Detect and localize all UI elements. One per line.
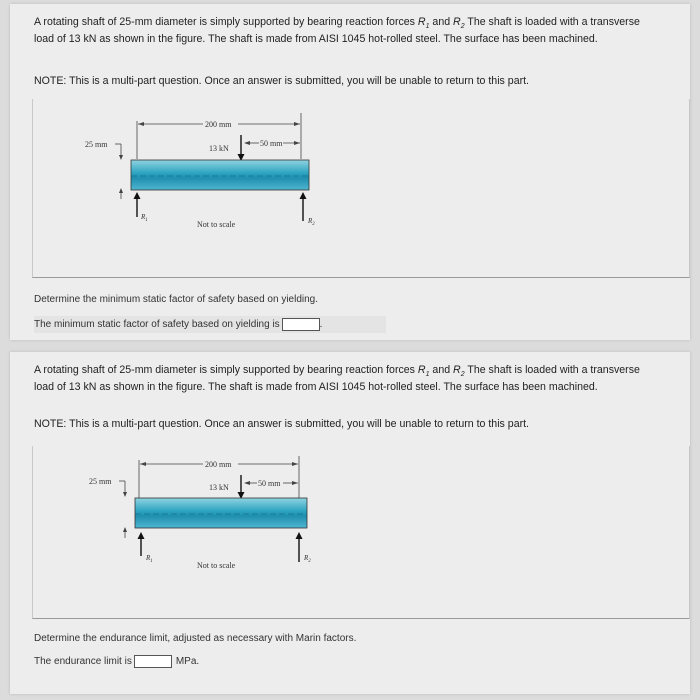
- dim-arrowhead: [244, 481, 250, 485]
- answer-label: The endurance limit is: [34, 656, 132, 667]
- and-text: and: [429, 364, 454, 376]
- not-to-scale-label: Not to scale: [197, 561, 236, 570]
- multi-part-note: NOTE: This is a multi-part question. Once an answer is submitted, you will be unable to return to this part.: [34, 418, 529, 430]
- r2-symbol: R: [453, 16, 461, 28]
- dim-arrowhead: [292, 462, 298, 466]
- problem-text-continued: The shaft is loaded with a transverse load of 13 kN as shown in the figure. The shaft is made from AISI 1045 hot-rolled steel. The surface has been machined.: [34, 16, 640, 46]
- safety-factor-input[interactable]: [282, 318, 320, 331]
- r2-subscript: 2: [460, 23, 465, 31]
- r2-arrowhead: [296, 532, 303, 539]
- dim-arrowhead: [292, 481, 298, 485]
- r1-arrowhead: [138, 532, 145, 539]
- shaft-figure: [33, 99, 689, 277]
- problem-statement: [34, 16, 649, 46]
- question-text: Determine the endurance limit, adjusted as necessary with Marin factors.: [34, 633, 357, 644]
- shaft-figure: [33, 446, 689, 618]
- r1-symbol: R: [417, 364, 426, 376]
- r1-subscript: 1: [425, 23, 430, 31]
- dim-arrowhead: [119, 188, 123, 193]
- diameter-label: 25 mm: [85, 140, 108, 149]
- dim-arrowhead: [294, 122, 300, 126]
- r1-arrowhead: [134, 192, 141, 199]
- answer-suffix: .: [319, 319, 323, 330]
- dim-arrowhead: [138, 122, 144, 126]
- diameter-label: 25 mm: [89, 477, 112, 486]
- r2-subscript: 2: [460, 371, 465, 379]
- r1-symbol: R: [417, 16, 426, 28]
- r1-label: $R_1$: [146, 554, 153, 564]
- answer-unit: MPa.: [175, 656, 200, 667]
- question-text: Determine the minimum static factor of safety based on yielding.: [34, 294, 319, 305]
- r2-arrowhead: [300, 192, 307, 199]
- problem-text-continued: The shaft is loaded with a transverse load of 13 kN as shown in the figure. The shaft is made from AISI 1045 hot-rolled steel. The surface has been machined.: [34, 364, 640, 394]
- dim-50-label: 50 mm: [258, 479, 281, 488]
- shaft-body: [131, 160, 309, 190]
- dim-50-label: 50 mm: [260, 139, 283, 148]
- r1-subscript: 1: [425, 371, 430, 379]
- and-text: and: [429, 16, 454, 28]
- shaft-body: [135, 498, 307, 528]
- r2-label: $R_2$: [304, 554, 311, 564]
- answer-row: [34, 316, 386, 333]
- problem-text: A rotating shaft of 25-mm diameter is simply supported by bearing reaction forces: [34, 364, 418, 376]
- figure-area: [32, 99, 690, 278]
- r1-label: $R_1$: [141, 213, 148, 223]
- dim-arrowhead: [140, 462, 146, 466]
- dim-arrowhead: [294, 141, 300, 145]
- load-label: 13 kN: [209, 144, 229, 153]
- dim-arrowhead: [244, 141, 250, 145]
- not-to-scale-label: Not to scale: [197, 220, 236, 229]
- answer-label: The minimum static factor of safety based on yielding is: [34, 319, 280, 330]
- dim-arrowhead: [123, 492, 127, 497]
- problem-text: A rotating shaft of 25-mm diameter is simply supported by bearing reaction forces: [34, 16, 418, 28]
- problem-statement: [34, 364, 649, 394]
- figure-area: [32, 446, 690, 619]
- r2-symbol: R: [453, 364, 461, 376]
- load-label: 13 kN: [209, 483, 229, 492]
- dim-200-label: 200 mm: [205, 120, 232, 129]
- answer-row: [34, 655, 199, 668]
- dim-200-label: 200 mm: [205, 460, 232, 469]
- endurance-limit-input[interactable]: [134, 655, 172, 668]
- dim-arrowhead: [123, 527, 127, 532]
- question-panel-part-1: [10, 4, 690, 340]
- r2-label: $R_2$: [308, 217, 315, 227]
- question-panel-part-2: [10, 352, 690, 694]
- multi-part-note: NOTE: This is a multi-part question. Once an answer is submitted, you will be unable to return to this part.: [34, 75, 529, 87]
- dim-arrowhead: [119, 155, 123, 160]
